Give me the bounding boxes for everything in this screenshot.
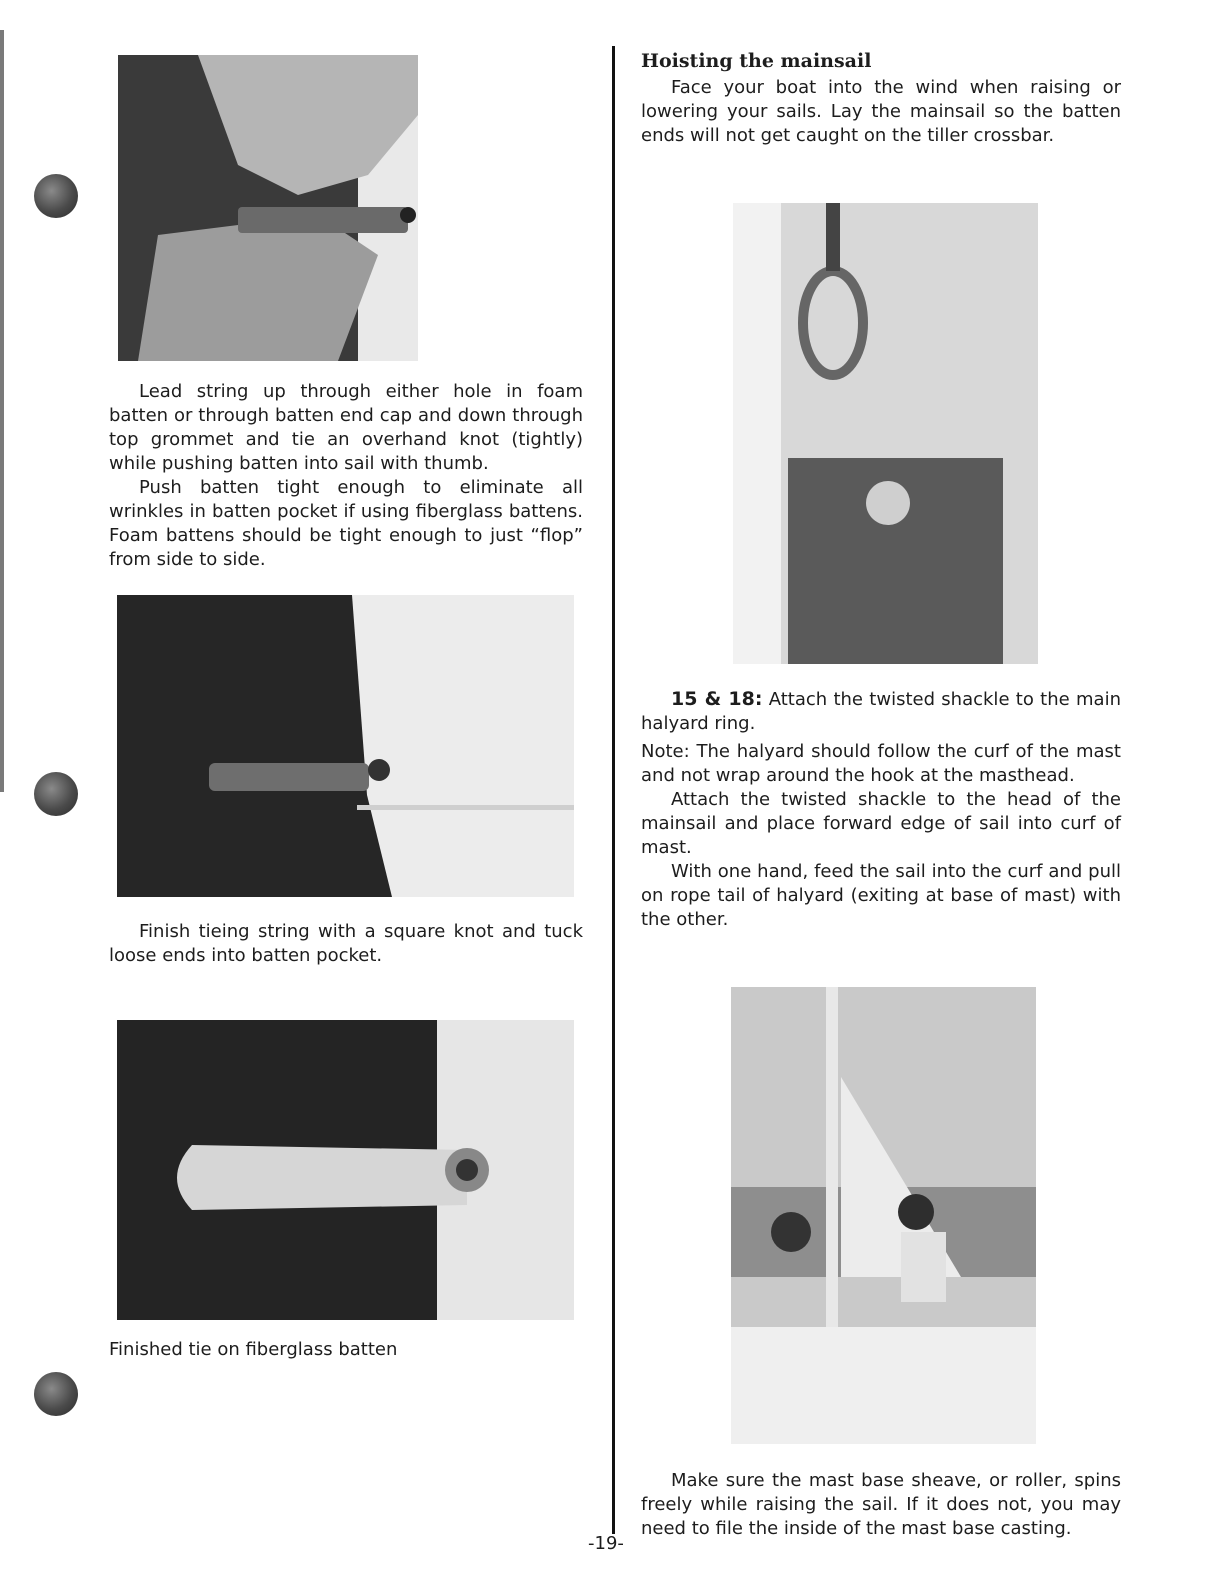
- photo-raising-sail: [731, 987, 1036, 1444]
- intro-face-wind: Face your boat into the wind when raising or lowering your sails. Lay the mainsail so the batten ends will not get caught on the tiller crossbar.: [641, 77, 1121, 146]
- instruction-attach-head: Attach the twisted shackle to the head of the mainsail and place forward edge of sail into curf of mast.: [641, 789, 1121, 858]
- binder-hole-top: [34, 174, 78, 218]
- step-attach-shackle: [641, 687, 1121, 736]
- section-heading: Hoisting the mainsail: [641, 50, 872, 72]
- instruction-lead-string: Lead string up through either hole in foam batten or through batten end cap and down through top grommet and tie an overhand knot (tightly) while pushing batten into sail with thumb.: [109, 381, 583, 474]
- instruction-mast-sheave: Make sure the mast base sheave, or roller, spins freely while raising the sail. If it does not, you may need to file the inside of the mast base casting.: [641, 1470, 1121, 1539]
- column-divider: [612, 46, 615, 1534]
- photo-finished-tie-image: [117, 1020, 574, 1320]
- note-halyard: Note: The halyard should follow the curf of the mast and not wrap around the hook at the masthead.: [641, 741, 1121, 786]
- binder-hole-bottom: [34, 1372, 78, 1416]
- photo-tying-string: [118, 55, 418, 361]
- photo-raising-sail-image: [731, 987, 1036, 1444]
- instruction-push-batten: Push batten tight enough to eliminate all wrinkles in batten pocket if using fiberglass battens. Foam battens should be tight enough to just “flop” from side to side.: [109, 477, 583, 570]
- photo-halyard-ring-image: [733, 203, 1038, 664]
- right-text-block-1: [641, 50, 1121, 148]
- step-number: 15 & 18:: [671, 688, 763, 710]
- binder-hole-middle: [34, 772, 78, 816]
- right-text-block-3: [641, 1469, 1121, 1541]
- photo-batten-grommet: [117, 595, 574, 897]
- photo-finished-tie: [117, 1020, 574, 1320]
- photo-batten-grommet-image: [117, 595, 574, 897]
- left-text-block-2: [109, 920, 583, 968]
- page-number: -19-: [588, 1533, 624, 1554]
- instruction-feed-sail: With one hand, feed the sail into the curf and pull on rope tail of halyard (exiting at base of mast) with the other.: [641, 861, 1121, 930]
- caption-square-knot: Finish tieing string with a square knot and tuck loose ends into batten pocket.: [109, 921, 583, 966]
- left-text-block-1: [109, 380, 583, 572]
- caption-finished-tie: Finished tie on fiberglass batten: [109, 1339, 398, 1360]
- photo-tying-string-image: [118, 55, 418, 361]
- photo-halyard-ring: [733, 203, 1038, 664]
- page-edge-bar: [0, 30, 4, 792]
- left-text-block-3: [109, 1338, 583, 1362]
- right-text-block-2: [641, 687, 1121, 932]
- step-text: Attach the twisted shackle to the main halyard ring.: [641, 689, 1121, 734]
